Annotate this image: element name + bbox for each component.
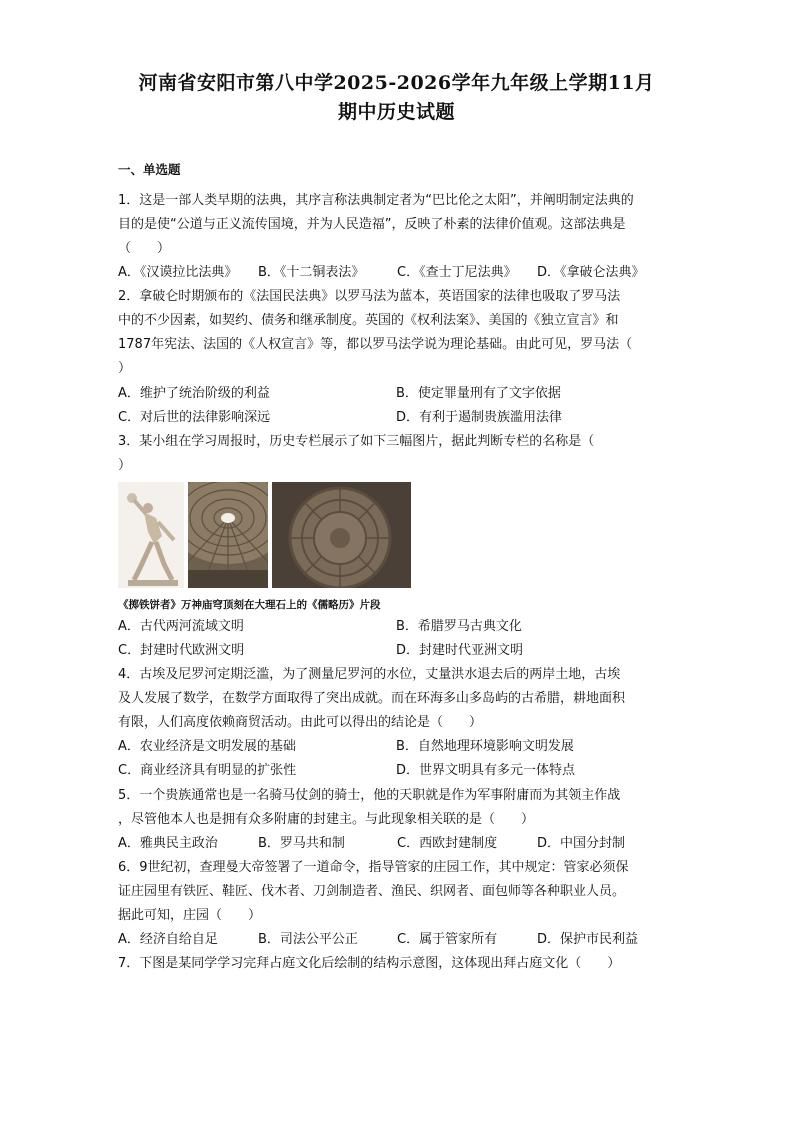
- option-b[interactable]: B．罗马共和制: [258, 836, 345, 851]
- question-text-line: ）: [118, 361, 132, 376]
- discobolus-statue-image: [118, 482, 184, 588]
- question-text-line: ）: [118, 458, 132, 473]
- option-a[interactable]: A．经济自给自足: [118, 932, 218, 947]
- page-title: 河南省安阳市第八中学2025-2026学年九年级上学期11月: [138, 72, 655, 94]
- page-subtitle: 期中历史试题: [337, 101, 455, 123]
- option-b[interactable]: B．希腊罗马古典文化: [396, 619, 522, 634]
- option-a[interactable]: A．农业经济是文明发展的基础: [118, 739, 296, 754]
- pantheon-dome-image: [188, 482, 268, 588]
- question-text-line: 1．这是一部人类早期的法典，其序言称法典制定者为“巴比伦之太阳”，并阐明制定法典的: [118, 193, 634, 208]
- option-d[interactable]: D．有利于遏制贵族滥用法律: [396, 410, 563, 425]
- question-text-line: 6．9世纪初，查理曼大帝签署了一道命令，指导管家的庄园工作，其中规定：管家必须保: [118, 860, 629, 875]
- question-text-line: 3．某小组在学习周报时，历史专栏展示了如下三幅图片，据此判断专栏的名称是（: [118, 434, 595, 449]
- option-b[interactable]: B．使定罪量刑有了文字依据: [396, 386, 561, 401]
- option-b[interactable]: B．司法公平公正: [258, 932, 358, 947]
- option-c[interactable]: C．西欧封建制度: [397, 836, 498, 851]
- question-text-line: ，尽管他本人也是拥有众多附庸的封建主。与此现象相关联的是（ ）: [118, 812, 535, 827]
- question-text-line: 7．下图是某同学学习完拜占庭文化后绘制的结构示意图，这体现出拜占庭文化（ ）: [118, 956, 621, 971]
- question-text-line: 及人发展了数学，在数学方面取得了突出成就。而在环海多山多岛屿的古希腊，耕地面积: [118, 691, 626, 706]
- image-caption: 《掷铁饼者》万神庙穹顶刻在大理石上的《儒略历》片段: [118, 599, 381, 611]
- question-text-line: 据此可知，庄园（ ）: [118, 908, 262, 923]
- option-c[interactable]: C．属于管家所有: [397, 932, 498, 947]
- question-text-line: 有限，人们高度依赖商贸活动。由此可以得出的结论是（ ）: [118, 715, 483, 730]
- aztec-calendar-stone-image: [272, 482, 411, 588]
- question-text-line: 中的不少因素，如契约、债务和继承制度。英国的《权利法案》、美国的《独立宣言》和: [118, 313, 619, 328]
- option-c[interactable]: C．商业经济具有明显的扩张性: [118, 763, 297, 778]
- question-text-line: 5．一个贵族通常也是一名骑马仗剑的骑士，他的天职就是作为军事附庸而为其领主作战: [118, 788, 621, 803]
- option-c[interactable]: C．《查士丁尼法典》: [397, 265, 517, 280]
- option-d[interactable]: D．保护市民利益: [537, 932, 639, 947]
- option-b[interactable]: B．自然地理环境影响文明发展: [396, 739, 574, 754]
- option-a[interactable]: A．雅典民主政治: [118, 836, 218, 851]
- question-text-line: （ ）: [118, 241, 171, 256]
- question-text-line: 证庄园里有铁匠、鞋匠、伐木者、刀剑制造者、渔民、织网者、面包师等各种职业人员。: [118, 884, 626, 899]
- question-text-line: 目的是使“公道与正义流传国境，并为人民造福”，反映了朴素的法律价值观。这部法典是: [118, 217, 626, 232]
- question-text-line: 2．拿破仑时期颁布的《法国民法典》以罗马法为蓝本，英语国家的法律也吸取了罗马法: [118, 289, 621, 304]
- section-heading: 一、单选题: [118, 162, 181, 177]
- question-text-line: 1787年宪法、法国的《人权宣言》等，都以罗马法学说为理论基础。由此可见，罗马法（: [118, 337, 633, 352]
- option-d[interactable]: D．封建时代亚洲文明: [396, 643, 524, 658]
- option-a[interactable]: A．《汉谟拉比法典》: [118, 265, 238, 280]
- question-text-line: 4．古埃及尼罗河定期泛滥，为了测量尼罗河的水位，丈量洪水退去后的两岸土地，古埃: [118, 667, 621, 682]
- option-d[interactable]: D．中国分封制: [537, 836, 626, 851]
- option-d[interactable]: D．《拿破仑法典》: [537, 265, 645, 280]
- option-c[interactable]: C．对后世的法律影响深远: [118, 410, 271, 425]
- option-d[interactable]: D．世界文明具有多元一体特点: [396, 763, 576, 778]
- option-b[interactable]: B．《十二铜表法》: [258, 265, 365, 280]
- option-a[interactable]: A．维护了统治阶级的利益: [118, 386, 270, 401]
- option-c[interactable]: C．封建时代欧洲文明: [118, 643, 245, 658]
- option-a[interactable]: A．古代两河流域文明: [118, 619, 244, 634]
